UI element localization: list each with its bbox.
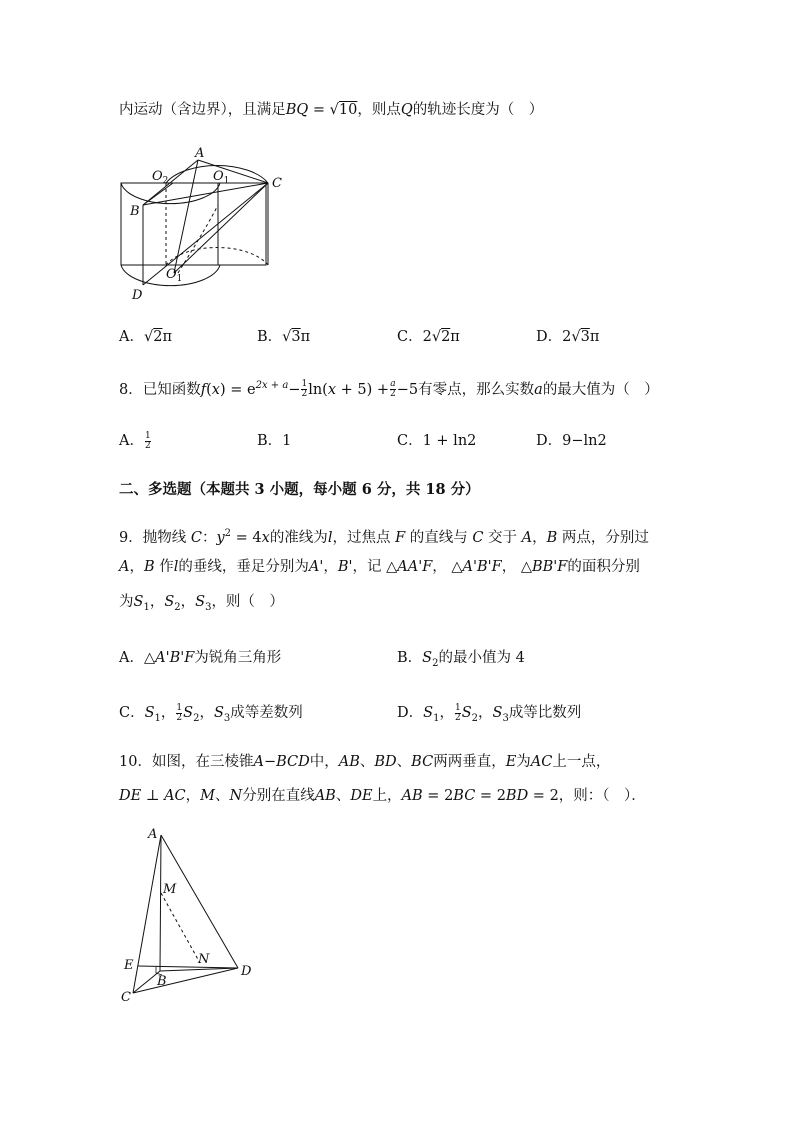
q7-cylinder-figure <box>118 145 298 305</box>
q8-option-b[interactable]: B．1 <box>257 433 292 449</box>
q7-label-O1-top: $O_1$ <box>213 169 230 186</box>
q10-label-E: E <box>124 958 134 973</box>
q10-label-M: M <box>163 882 177 897</box>
section-multiple-choice-heading: 二、多选题（本题共 3 小题，每小题 6 分，共 18 分） <box>119 481 480 498</box>
q7-label-D: D <box>132 288 143 303</box>
q8-stem: 8．已知函数$f(x) = e^{2x + a}-$ $\frac{1}{2}$ ln(x + 5) + $\frac{a}{2}$ −5有零点，那么实数a的最大值为（ ） <box>119 379 659 400</box>
q7-label-C: C <box>272 176 282 191</box>
q7-label-A: A <box>195 146 205 161</box>
q10-label-B: B <box>157 974 167 989</box>
q7-stem-tail: 内运动（含边界），且满足BQ = √10，则点Q的轨迹长度为（ ） <box>119 102 544 118</box>
q9-line-1: 9．抛物线 C：$y^2 = 4x$的准线为l，过焦点 F 的直线与 C 交于 A，B 两点，分别过 <box>119 528 649 546</box>
q9-option-d[interactable]: D．$S_1$， $\frac{1}{2}$ $S_2$，$S_3$成等比数列 <box>397 702 582 724</box>
q10-label-N: N <box>198 952 210 967</box>
q7-label-B: B <box>130 204 140 219</box>
q9-option-a[interactable]: A．△A'B'F为锐角三角形 <box>119 650 282 666</box>
q9-option-c[interactable]: C．$S_1$， $\frac{1}{2}$ $S_2$，$S_3$成等差数列 <box>119 702 303 724</box>
q9-line-3: 为$S_1$，$S_2$，$S_3$，则（ ） <box>119 594 284 613</box>
q7-option-b[interactable]: B．√3π <box>257 329 311 345</box>
q7-option-d[interactable]: D．2√3π <box>536 329 600 345</box>
q10-line-2: DE ⊥ AC，M、N分别在直线AB、DE上，AB = 2BC = 2BD = 2，则：（ ）． <box>119 788 646 804</box>
q10-label-D: D <box>241 964 252 979</box>
q10-tetrahedron-figure <box>118 823 268 1008</box>
q7-label-O1-bottom: $O_1$ <box>166 267 183 284</box>
q9-option-b[interactable]: B．$S_2$的最小值为 4 <box>397 650 525 669</box>
q10-label-A: A <box>148 827 158 842</box>
q9-line-2: A，B 作l的垂线，垂足分别为A'，B'，记 △AA'F， △A'B'F， △BB'F的面积分别 <box>119 559 640 575</box>
q10-line-1: 10．如图，在三棱锥A−BCD中，AB、BD、BC两两垂直，E为AC上一点， <box>119 754 611 770</box>
q7-option-c[interactable]: C．2√2π <box>397 329 460 345</box>
q8-option-a[interactable]: A． $\frac{1}{2}$ <box>119 430 151 451</box>
q7-option-a[interactable]: A．√2π <box>119 329 172 345</box>
q8-option-c[interactable]: C．1 + ln2 <box>397 433 477 449</box>
q7-label-O2: $O_2$ <box>152 169 169 186</box>
q10-label-C: C <box>121 990 131 1005</box>
q8-option-d[interactable]: D．9−ln2 <box>536 433 607 449</box>
